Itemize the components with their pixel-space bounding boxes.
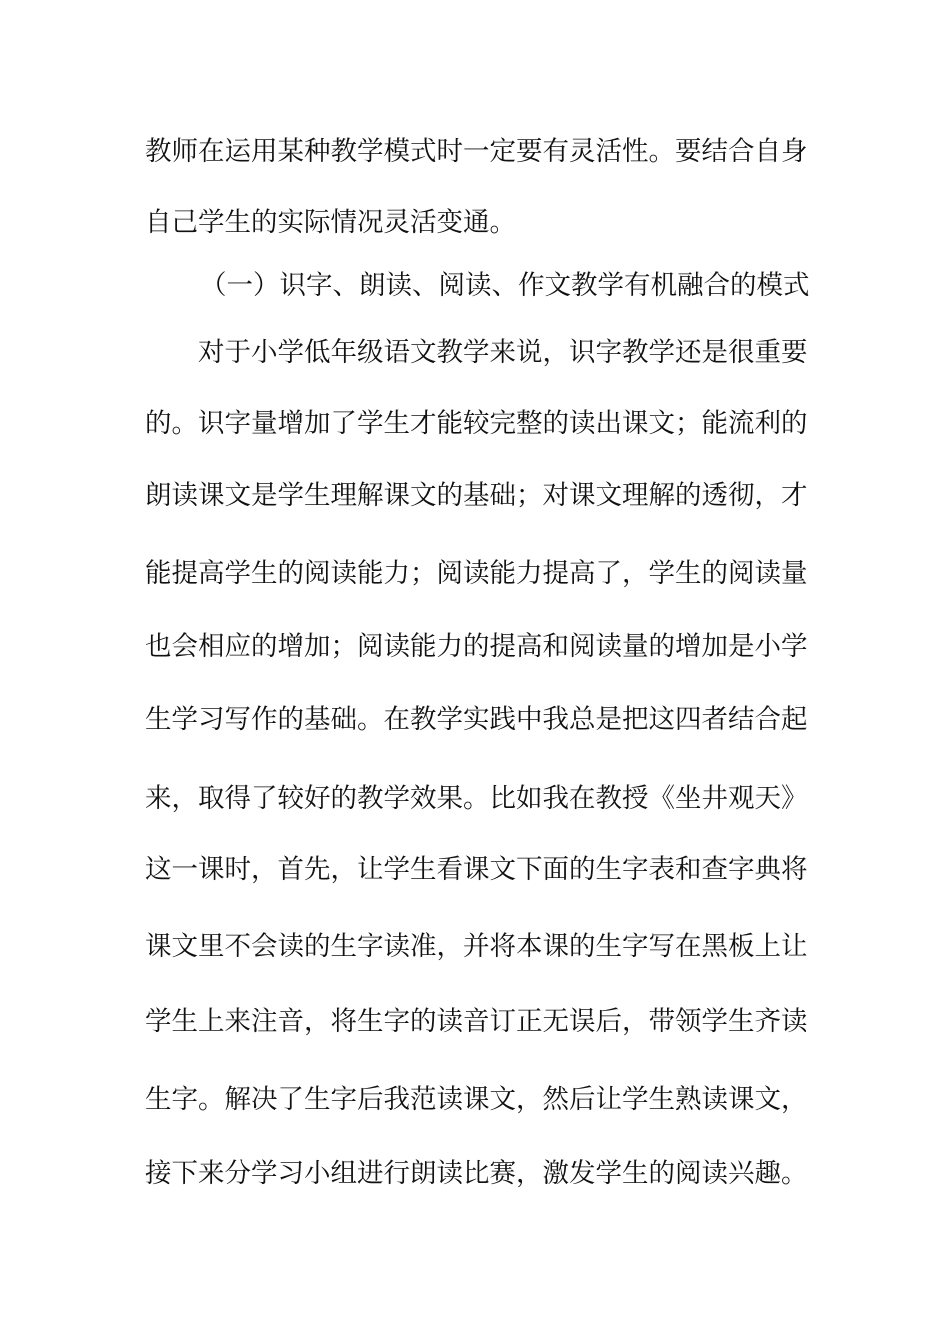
text-line: 这一课时，首先，让学生看课文下面的生字表和查字典将 xyxy=(145,855,808,885)
text-line: 学生上来注音，将生字的读音订正无误后，带领学生齐读 xyxy=(145,1007,808,1037)
text-line: 的。识字量增加了学生才能较完整的读出课文；能流利的 xyxy=(145,409,808,439)
text-line: 教师在运用某种教学模式时一定要有灵活性。要结合自身 xyxy=(145,137,808,167)
section-heading: （一）识字、朗读、阅读、作文教学有机融合的模式 xyxy=(200,271,810,301)
text-line: 课文里不会读的生字读准，并将本课的生字写在黑板上让 xyxy=(145,932,808,962)
text-line: 自己学生的实际情况灵活变通。 xyxy=(145,208,516,238)
text-line: 接下来分学习小组进行朗读比赛，激发学生的阅读兴趣。 xyxy=(145,1159,808,1189)
text-line: 朗读课文是学生理解课文的基础；对课文理解的透彻，才 xyxy=(145,481,808,511)
text-line: 能提高学生的阅读能力；阅读能力提高了，学生的阅读量 xyxy=(145,559,808,589)
text-line: 生字。解决了生字后我范读课文，然后让学生熟读课文， xyxy=(145,1085,808,1115)
text-line: 生学习写作的基础。在教学实践中我总是把这四者结合起 xyxy=(145,705,808,735)
text-line: 来，取得了较好的教学效果。比如我在教授《坐井观天》 xyxy=(145,784,808,814)
paragraph-first-line: 对于小学低年级语文教学来说，识字教学还是很重要 xyxy=(198,338,808,368)
text-line: 也会相应的增加；阅读能力的提高和阅读量的增加是小学 xyxy=(145,632,808,662)
